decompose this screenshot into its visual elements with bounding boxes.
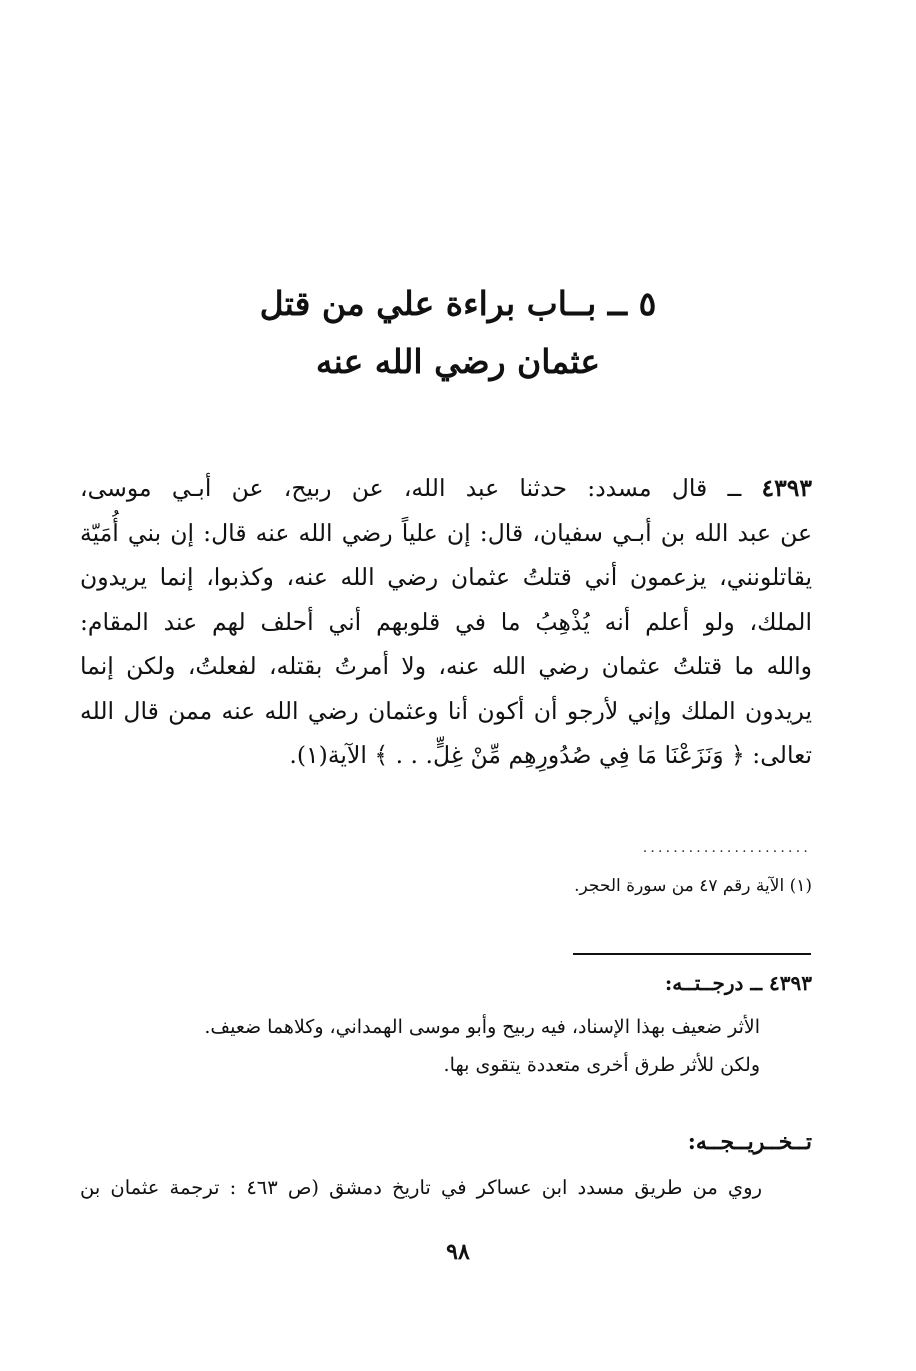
takhrij-text: روي من طريق مسدد ابن عساكر في تاريخ دمشق (ص ٤٦٣ : ترجمة عثمان بن [80,1176,762,1199]
hadith-text [80,466,812,778]
hadith-line: يريدون الملك وإني لأرجو أن أكون أنا وعثمان رضي الله عنه ممن قال الله [80,696,812,725]
hadith-line: يقاتلونني، يزعمون أني قتلتُ عثمان رضي الله عنه، وكذبوا، إنما يريدون [80,563,812,591]
hadith-line: الملك، ولو أعلم أنه يُذْهِبُ ما في قلوبهم أني أحلف لهم عند المقام: [80,607,812,636]
chapter-subtitle: عثمان رضي الله عنه [315,342,601,381]
section-separator [573,953,811,955]
grade-line: ولكن للأثر طرق أخرى متعددة يتقوى بها. [443,1054,760,1076]
footnote-divider: ...................... [642,840,811,856]
takhrij-heading: تــخــريــجــه: [687,1129,812,1155]
hadith-number: ٤٣٩٣ [761,474,812,502]
hadith-line: تعالى: ﴿ وَنَزَعْنَا مَا فِي صُدُورِهِم مِّنْ غِلٍّ. . . ﴾ الآية(١). [289,741,812,769]
page-number: ٩٨ [446,1239,470,1265]
hadith-line: عن عبد الله بن أبـي سفيان، قال: إن علياً رضي الله عنه قال: إن بني أُمَيّة [80,518,812,547]
grade-text [80,1008,760,1084]
hadith-line: ٤٣٩٣ ــ قال مسدد: حدثنا عبد الله، عن ربيح، عن أبـي موسى، [80,474,812,502]
grade-line: الأثر ضعيف بهذا الإسناد، فيه ربيح وأبو موسى الهمداني، وكلاهما ضعيف. [204,1016,760,1038]
chapter-title: ٥ ــ بــاب براءة علي من قتل [259,284,657,323]
grade-heading: ٤٣٩٣ ــ درجــتــه: [664,971,812,995]
hadith-line: والله ما قتلتُ عثمان رضي الله عنه، ولا أمرتُ بقتله، لفعلتُ، ولكن إنما [80,652,812,680]
footnote: (١) الآية رقم ٤٧ من سورة الحجر. [574,876,812,896]
